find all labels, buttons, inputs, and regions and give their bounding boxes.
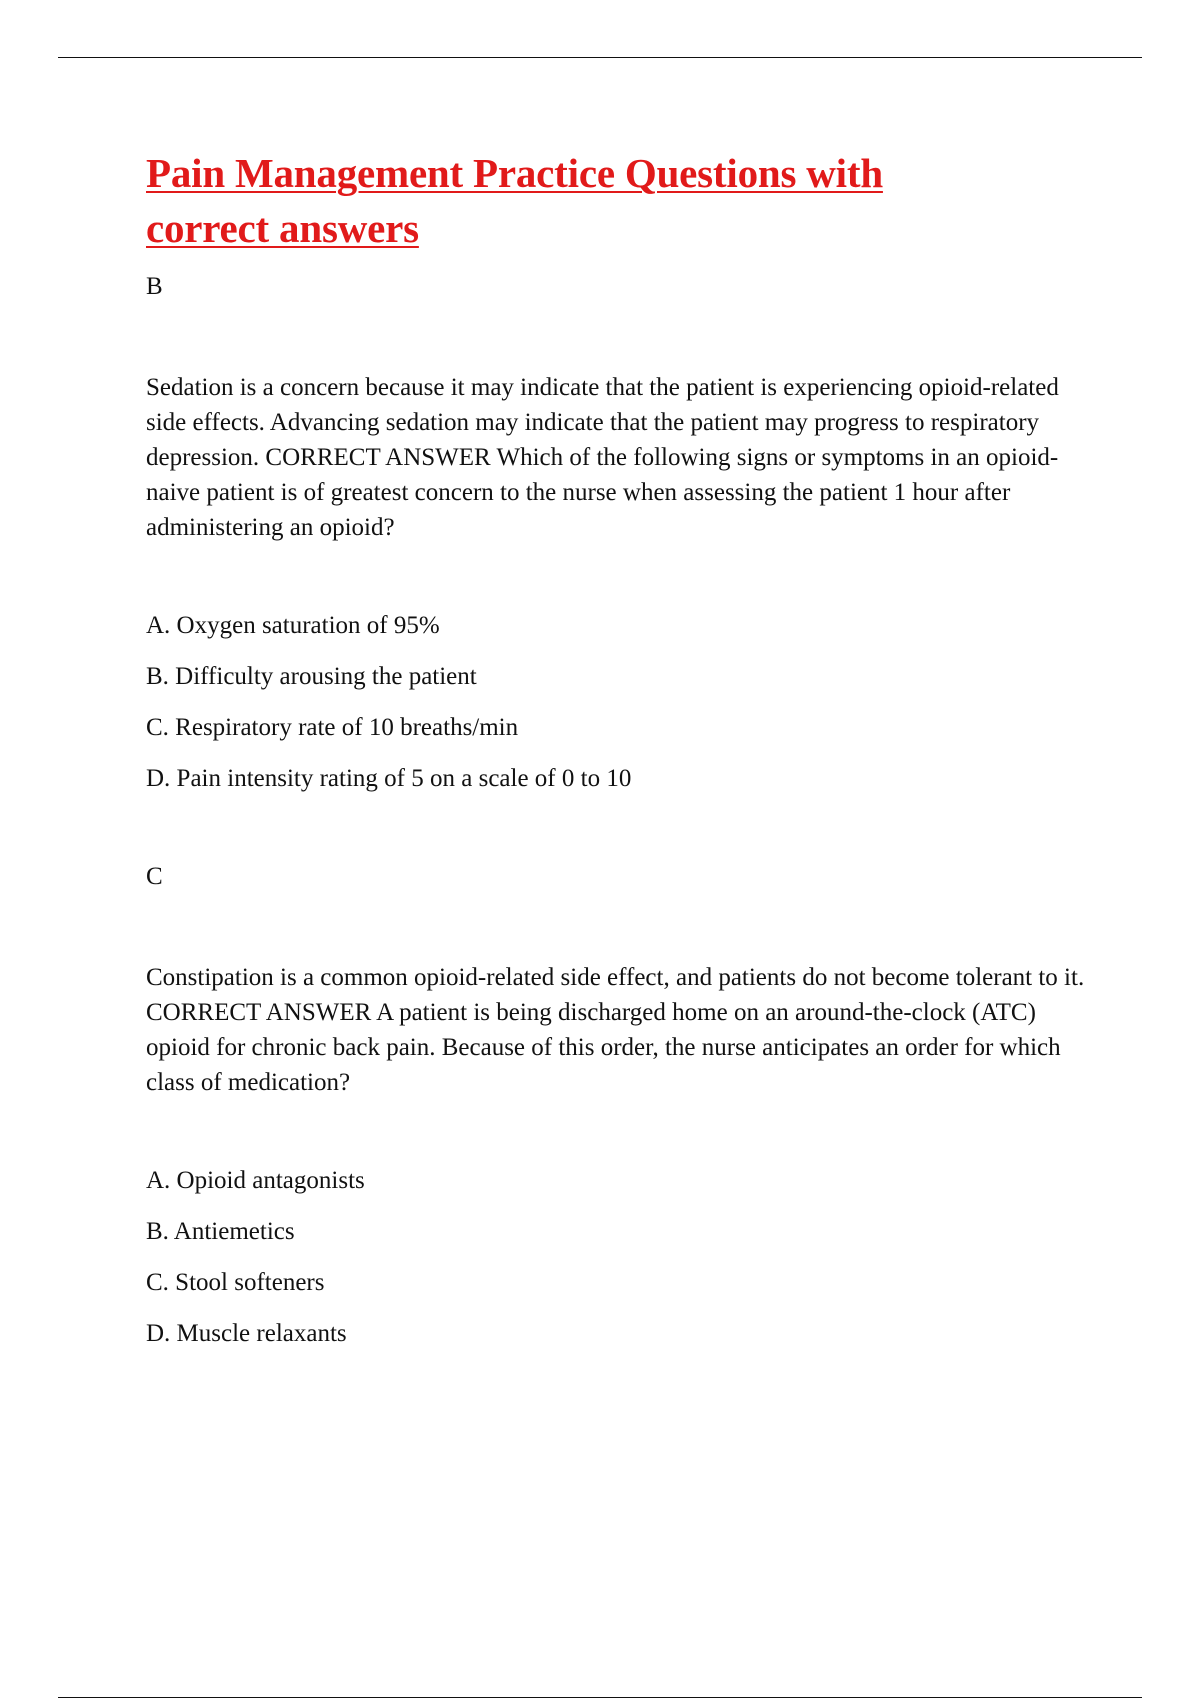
option-c: C. Stool softeners — [146, 1269, 325, 1296]
question-block-2 — [146, 860, 1086, 1351]
rationale-text: Constipation is a common opioid-related side effect, and patients do not become tolerant to it. CORRECT ANSWER A patient is being discharged home on an around-the-clock (ATC) opioid for chronic back pain. Because of this order, the nurse anticipates an order for which class of medication? — [146, 964, 1085, 1096]
option-a: A. Oxygen saturation of 95% — [146, 612, 440, 639]
answer-options — [146, 1164, 1086, 1351]
document-title-line-2: correct answers — [146, 205, 419, 251]
option-a: A. Opioid antagonists — [146, 1167, 365, 1194]
document-body — [146, 146, 1086, 1368]
rationale-text: Sedation is a concern because it may indicate that the patient is experiencing opioid-related side effects. Advancing sedation may indicate that the patient may progress to respiratory depression. CORRECT ANSWER Which of the following signs or symptoms in an opioid-naive patient is of greatest concern to the nurse when assessing the patient 1 hour after administering an opioid? — [146, 374, 1059, 541]
option-b: B. Antiemetics — [146, 1218, 295, 1245]
answer-options — [146, 609, 1086, 796]
document-title-line-1: Pain Management Practice Questions with — [146, 150, 883, 196]
header-rule — [58, 57, 1142, 58]
answer-letter: B — [146, 273, 163, 300]
option-d: D. Muscle relaxants — [146, 1320, 347, 1347]
option-d: D. Pain intensity rating of 5 on a scale of 0 to 10 — [146, 765, 632, 792]
answer-letter: C — [146, 863, 163, 890]
option-c: C. Respiratory rate of 10 breaths/min — [146, 714, 519, 741]
option-b: B. Difficulty arousing the patient — [146, 663, 477, 690]
document-title — [146, 146, 1086, 256]
question-block-1 — [146, 270, 1086, 796]
footer-rule — [58, 1697, 1142, 1698]
